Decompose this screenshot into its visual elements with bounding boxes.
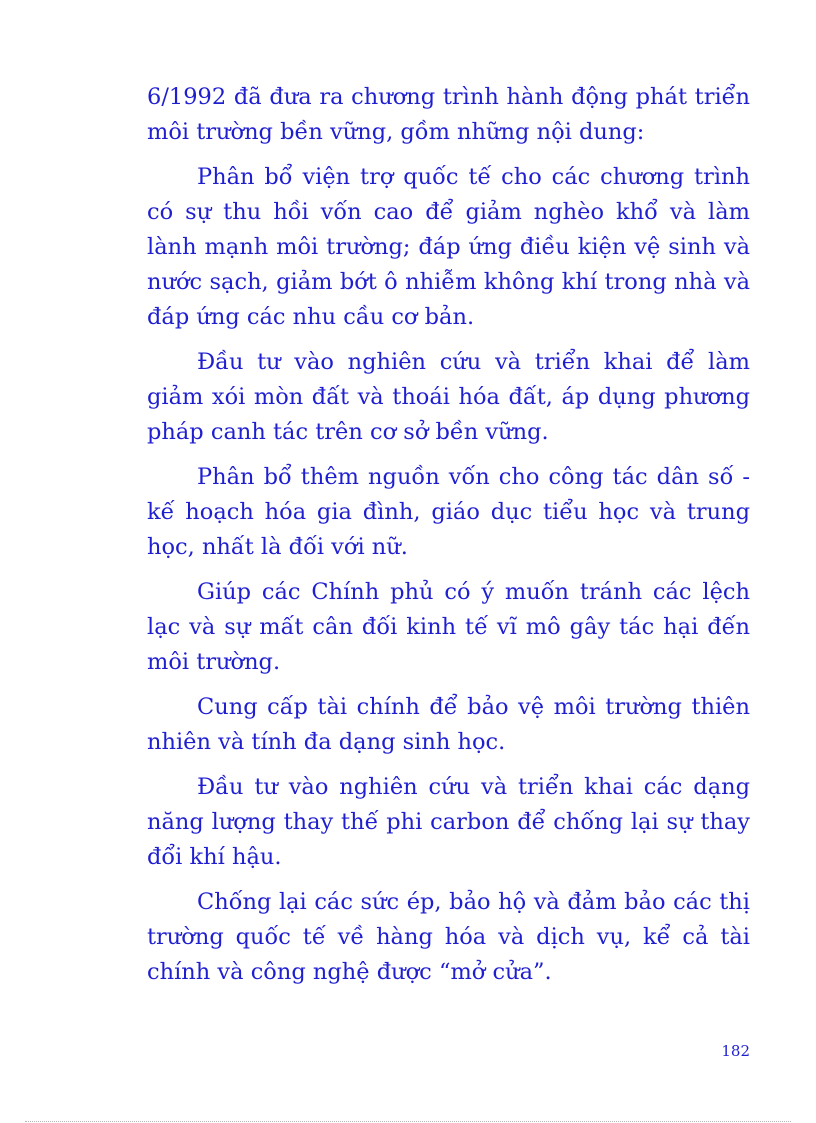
paragraph-soil-research: Đầu tư vào nghiên cứu và triển khai để làm giảm xói mòn đất và thoái hóa đất, áp dụng phương pháp canh tác trên cơ sở bền vững. <box>147 349 750 445</box>
page-body <box>147 80 750 1000</box>
page-number: 182 <box>721 1042 750 1060</box>
paragraph-population-funding: Phân bổ thêm nguồn vốn cho công tác dân số - kế hoạch hóa gia đình, giáo dục tiểu học và trung học, nhất là đối với nữ. <box>147 464 750 560</box>
paragraph-international-aid: Phân bổ viện trợ quốc tế cho các chương trình có sự thu hồi vốn cao để giảm nghèo khổ và làm lành mạnh môi trường; đáp ứng điều kiện vệ sinh và nước sạch, giảm bớt ô nhiễm không khí trong nhà và đáp ứng các nhu cầu cơ bản. <box>147 164 750 330</box>
paragraph-intro: 6/1992 đã đưa ra chương trình hành động phát triển môi trường bền vững, gồm những nội dung: <box>147 84 750 145</box>
paragraph-macroeconomic-help: Giúp các Chính phủ có ý muốn tránh các lệch lạc và sự mất cân đối kinh tế vĩ mô gây tác hại đến môi trường. <box>147 579 750 675</box>
paragraph-open-markets: Chống lại các sức ép, bảo hộ và đảm bảo các thị trường quốc tế về hàng hóa và dịch vụ, kể cả tài chính và công nghệ được “mở cửa”. <box>147 889 750 985</box>
bottom-divider <box>25 1121 791 1122</box>
paragraph-biodiversity-finance: Cung cấp tài chính để bảo vệ môi trường thiên nhiên và tính đa dạng sinh học. <box>147 694 750 755</box>
paragraph-energy-research: Đầu tư vào nghiên cứu và triển khai các dạng năng lượng thay thế phi carbon để chống lại sự thay đổi khí hậu. <box>147 774 750 870</box>
